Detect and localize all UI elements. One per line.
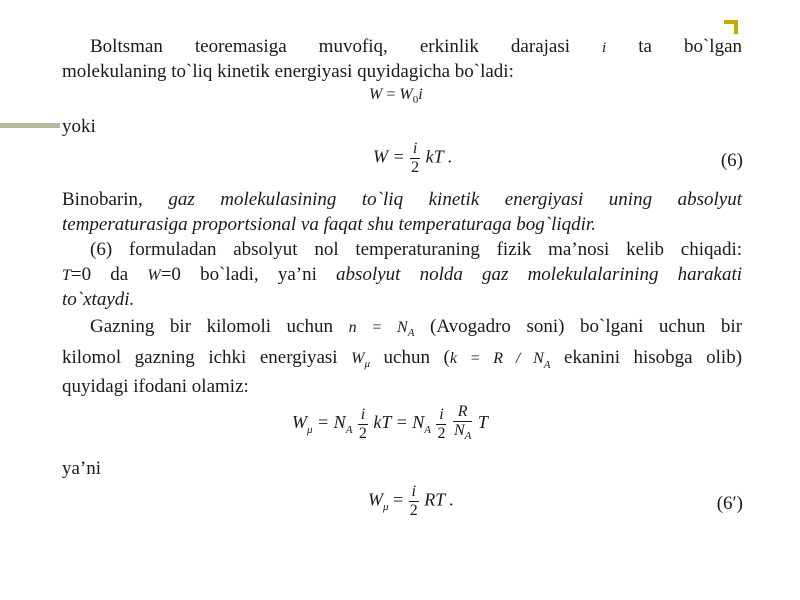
yoki-label: yoki [62, 116, 96, 137]
para1-text-a: Boltsman teoremasiga muvofiq, erkinlik darajasi [90, 36, 571, 57]
equation-6: W = $\frac{i}{2}$ kT . (6) [373, 140, 743, 176]
equation-w-w0i: $W = W_0i$ [369, 86, 423, 107]
para3-line2: T=0 da W=0 bo`ladi, ya’ni absolyut nolda gaz molekulalarining harakati [62, 264, 743, 285]
para1-line1 [62, 35, 742, 60]
equation-number-6: (6) [720, 150, 743, 171]
equation-6-prime: $W_\mu$ = $\frac{i}{2}$ RT . (6′) [368, 483, 743, 519]
para2-line2: temperaturasiga proportsional va faqat shu temperaturaga bog`liqdir. [62, 214, 596, 235]
fraction-i-over-2: $\frac{i}{2}$ [411, 140, 420, 176]
corner-bracket-icon [724, 20, 738, 34]
side-rule [0, 123, 60, 128]
equation-w-mu-expanded: $W_\mu = N_A$ $\frac{i}{2}$ kT = $N_A$ $\frac{i}{2}$ $\frac{R}{N_A}$ T [292, 403, 488, 445]
para1-line2: molekulaning to`liq kinetik energiyasi quyidagicha bo`ladi: [62, 61, 514, 82]
para3-line3: to`xtaydi. [62, 289, 135, 310]
yani-label: ya’ni [62, 458, 102, 479]
fraction-i-over-2-b: $\frac{i}{2}$ [437, 405, 446, 442]
para4-line1: Gazning bir kilomoli uchun $n = N_A$ (Avogadro soni) bo`lgani uchun bir [90, 316, 743, 340]
para4-line2: kilomol gazning ichki energiyasi $W_\mu$ uchun ($k = R / N_A$ ekanini hisobga olib) [62, 347, 743, 371]
equation-number-6-prime: (6′) [716, 493, 743, 514]
para3-line1: (6) formuladan absolyut nol temperaturaning fizik ma’nosi kelib chiqadi: [90, 239, 742, 260]
var-i: i [602, 40, 607, 56]
para4-line3: quyidagi ifodani olamiz: [62, 376, 249, 397]
para1-text-b: ta bo`lgan [638, 36, 743, 57]
para2-line1: Binobarin, gaz molekulasining to`liq kinetik energiyasi uning absolyut [62, 189, 743, 210]
fraction-i-over-2-a: $\frac{i}{2}$ [358, 405, 367, 442]
fraction-i-over-2-c: $\frac{i}{2}$ [409, 483, 418, 519]
fraction-r-over-na: $\frac{R}{N_A}$ [453, 403, 472, 443]
